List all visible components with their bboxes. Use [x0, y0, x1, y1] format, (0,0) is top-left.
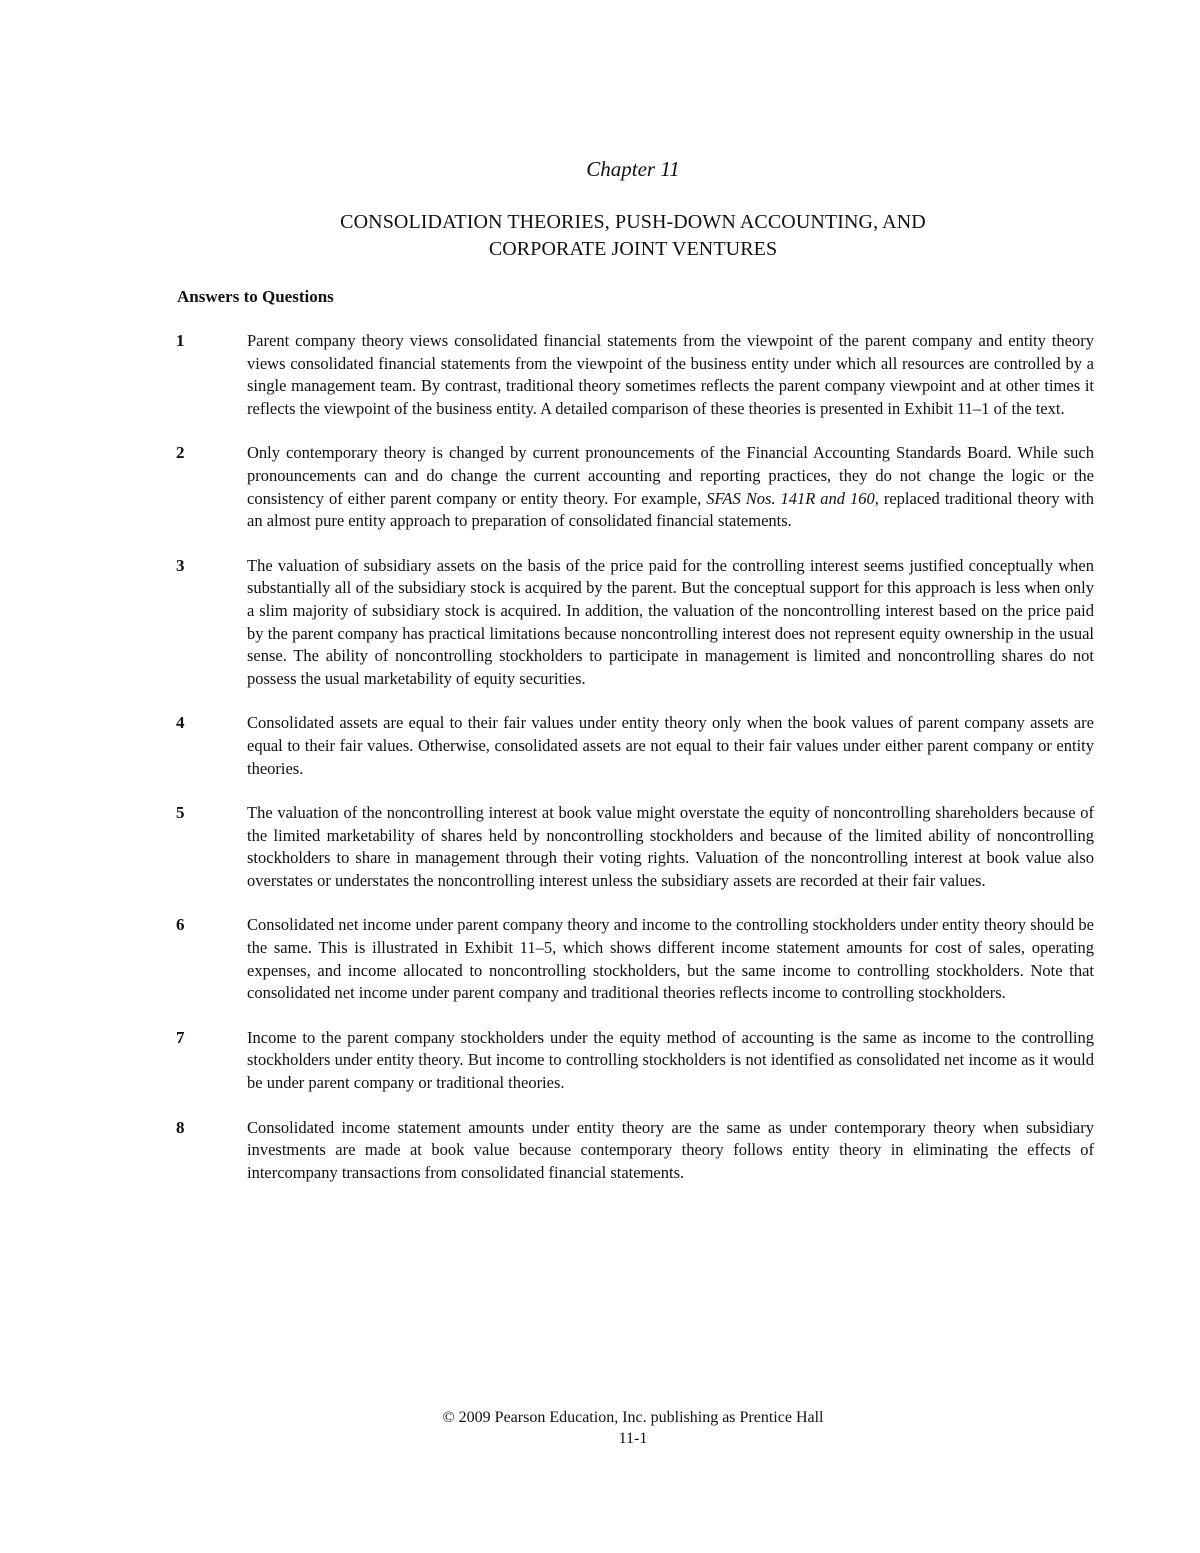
- section-heading: Answers to Questions: [177, 287, 334, 306]
- answer-text: Consolidated net income under parent company theory and income to the controlling stockholders under entity theory should be the same. This is illustrated in Exhibit 11–5, which shows different income statement amounts for cost of sales, operating expenses, and income allocated to noncontrolling stockholders, but the same income to controlling stockholders. Note that consolidated net income under parent company and traditional theories reflects income to controlling stockholders.: [247, 915, 1094, 1003]
- answer-item-7: [176, 1027, 1094, 1095]
- answer-item-3: [176, 555, 1094, 691]
- answer-number: 7: [176, 1027, 185, 1047]
- answer-text: The valuation of the noncontrolling interest at book value might overstate the equity of noncontrolling shareholders because of the limited marketability of shares held by noncontrolling stockholders and because of the limited ability of noncontrolling stockholders to share in management through their voting rights. Valuation of the noncontrolling interest at book value also overstates or understates the noncontrolling interest unless the subsidiary assets are recorded at their fair values.: [247, 803, 1094, 890]
- answer-text: Parent company theory views consolidated financial statements from the viewpoint of the parent company and entity theory views consolidated financial statements from the viewpoint of the business entity under which all resources are controlled by a single management team. By contrast, traditional theory sometimes reflects the parent company viewpoint and at other times it reflects the viewpoint of the business entity. A detailed comparison of these theories is presented in Exhibit 11–1 of the text.: [247, 331, 1094, 418]
- answer-number: 2: [176, 443, 185, 463]
- answer-item-2: [176, 442, 1094, 532]
- answer-text: [247, 442, 1094, 532]
- chapter-title-line-1: CONSOLIDATION THEORIES, PUSH-DOWN ACCOUNTING, AND: [340, 211, 926, 233]
- answer-item-5: [176, 802, 1094, 892]
- answer-number: 4: [176, 713, 185, 733]
- chapter-label: Chapter 11: [586, 157, 680, 181]
- answer-number: 5: [176, 803, 185, 823]
- answer-number: 6: [176, 915, 185, 935]
- answer-text: Consolidated income statement amounts under entity theory are the same as under contemporary theory when subsidiary investments are made at book value because contemporary theory follows entity theory in eliminating the effects of intercompany transactions from consolidated financial statements.: [247, 1117, 1094, 1182]
- standard-reference: SFAS Nos. 141R and 160: [706, 488, 875, 508]
- answer-number: 1: [176, 331, 185, 350]
- answer-item-8: [176, 1117, 1094, 1185]
- page-number: 11-1: [618, 1430, 648, 1447]
- answer-text: Income to the parent company stockholders under the equity method of accounting is the same as income to the controlling stockholders under entity theory. But income to controlling stockholders is not identified as consolidated net income as it would be under parent company or traditional theories.: [247, 1027, 1094, 1093]
- answer-number: 8: [176, 1117, 185, 1137]
- answer-text: The valuation of subsidiary assets on the basis of the price paid for the controlling interest seems justified conceptually when substantially all of the subsidiary stock is acquired by the parent. But the conceptual support for this approach is less when only a slim majority of subsidiary stock is acquired. In addition, the valuation of the noncontrolling interest based on the price paid by the parent company has practical limitations because noncontrolling interest does not represent equity ownership in the usual sense. The ability of noncontrolling stockholders to participate in management is limited and noncontrolling shares do not possess the usual marketability of equity securities.: [247, 555, 1094, 688]
- chapter-title: [0, 209, 1200, 263]
- answer-text: Consolidated assets are equal to their fair values under entity theory only when the book values of parent company assets are equal to their fair values. Otherwise, consolidated assets are not equal to their fair values under either parent company or entity theories.: [247, 713, 1094, 778]
- copyright-notice: © 2009 Pearson Education, Inc. publishing as Prentice Hall: [442, 1409, 824, 1426]
- answer-item-1: [176, 330, 1094, 420]
- chapter-title-line-2: CORPORATE JOINT VENTURES: [488, 238, 778, 260]
- answer-text-part: Only contemporary theory is changed by current pronouncements of the Financial Accounting Standards Board. While such pronouncements can and do change the current accounting and reporting practices, they do not change the logic or the consistency of either parent company or entity theory. For example,: [247, 443, 1094, 508]
- answer-item-4: [176, 712, 1094, 780]
- answer-item-6: [176, 914, 1094, 1004]
- answer-list: [176, 330, 1094, 1184]
- page-footer: [0, 1407, 1200, 1449]
- answer-text-part: , replaced traditional theory with an almost pure entity approach to preparation of consolidated financial statements.: [247, 488, 1094, 531]
- answer-number: 3: [176, 555, 185, 575]
